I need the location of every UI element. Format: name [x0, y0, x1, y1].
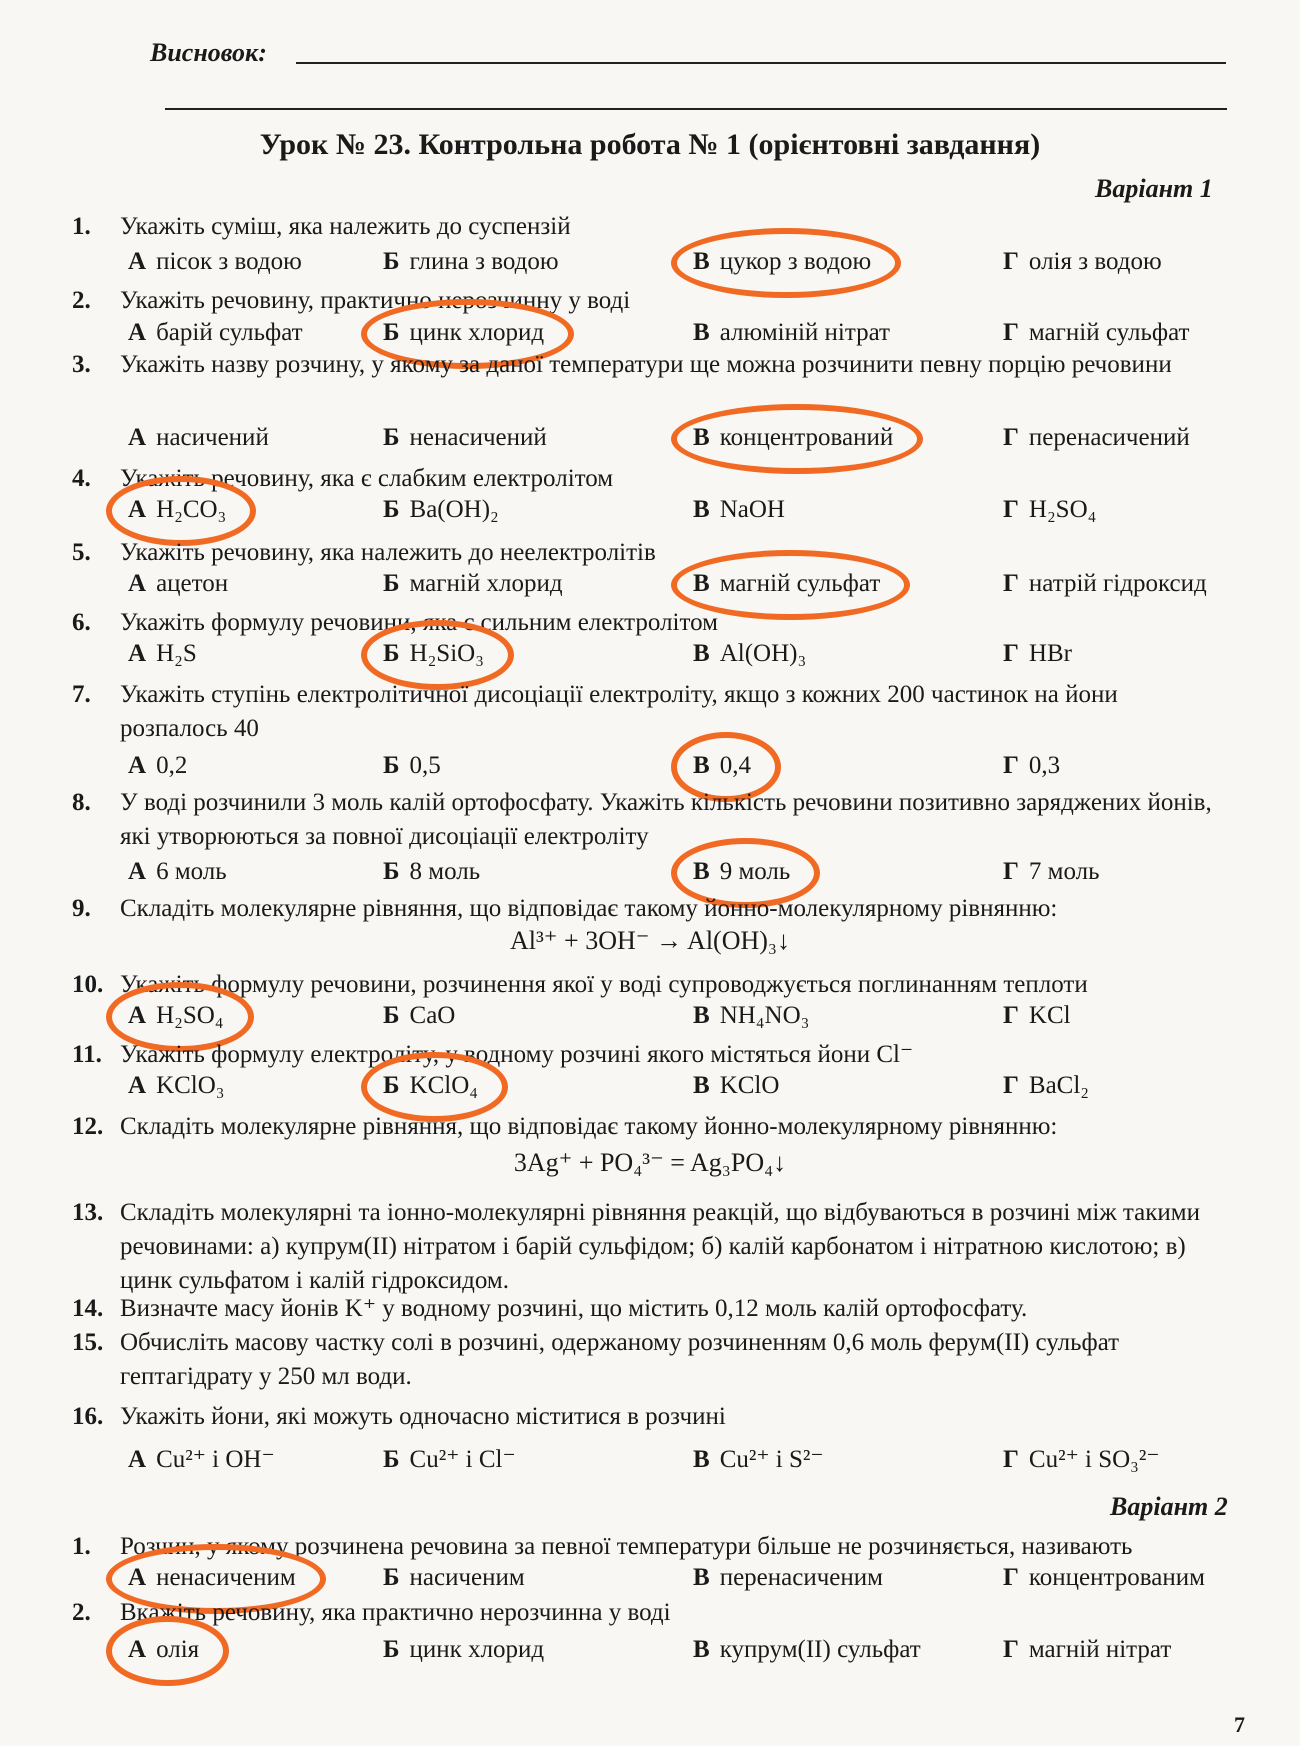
option-letter: Б: [383, 1002, 400, 1029]
v1-option[interactable]: [693, 570, 880, 598]
v1-question-text: Укажіть йони, які можуть одночасно міститися в розчині: [120, 1403, 726, 1430]
option-text: 8 моль: [409, 858, 481, 885]
v2-question-text: Вкажіть речовину, яка практично нерозчинна у воді: [120, 1599, 671, 1626]
v1-question-text: Складіть молекулярні та іонно-молекулярні рівняння реакцій, що відбуваються в розчині між такими речовинами: а) купрум(II) нітратом і барій сульфідом; б) калій карбонатом і нітратною кислотою; в) цинк сульфатом і калій гідроксидом.: [120, 1199, 1200, 1294]
v1-question-text: Укажіть формулу речовини, розчинення якої у воді супроводжується поглинанням теплоти: [120, 971, 1088, 998]
option-letter: А: [128, 496, 147, 523]
v1-question-text: Укажіть формулу електроліту, у водному розчині якого містяться йони Cl⁻: [120, 1041, 914, 1068]
option-text: насичений: [156, 424, 269, 451]
v1-question-number: 13.: [72, 1199, 104, 1226]
option-text: 0,2: [156, 752, 188, 779]
option-letter: Б: [383, 1072, 400, 1099]
v2-question-text: Розчин, у якому розчинена речовина за певної температури більше не розчиняється, називають: [120, 1533, 1133, 1560]
v1-option[interactable]: [1003, 1072, 1089, 1100]
option-letter: В: [693, 1002, 710, 1029]
option-text: H₂S: [156, 640, 197, 667]
option-text: NH₄NO₃: [719, 1002, 810, 1029]
option-letter: В: [693, 752, 710, 779]
option-text: Cu²⁺ і OH⁻: [156, 1446, 275, 1473]
option-text: алюміній нітрат: [719, 319, 890, 346]
option-text: KClO₃: [156, 1072, 225, 1099]
v2-option[interactable]: [1003, 1636, 1171, 1664]
option-letter: Б: [383, 1636, 400, 1663]
v1-question-number: 11.: [72, 1041, 102, 1068]
v1-option[interactable]: [383, 1444, 516, 1474]
option-letter: Г: [1003, 248, 1019, 275]
v1-option[interactable]: [383, 248, 559, 276]
v1-option[interactable]: [383, 1072, 478, 1100]
v1-option[interactable]: [128, 319, 303, 347]
v1-question-number: 6.: [72, 609, 91, 636]
option-letter: А: [128, 424, 147, 451]
option-letter: В: [693, 570, 710, 597]
option-text: KClO: [719, 1072, 780, 1099]
option-text: BaCl₂: [1028, 1072, 1090, 1099]
option-text: Ba(OH)₂: [409, 496, 499, 523]
option-text: глина з водою: [409, 248, 559, 275]
option-letter: Г: [1003, 496, 1019, 523]
v1-option[interactable]: [383, 752, 441, 780]
v1-option[interactable]: [128, 248, 302, 276]
v1-option[interactable]: [693, 752, 751, 780]
option-letter: Б: [383, 248, 400, 275]
option-letter: А: [128, 752, 147, 779]
v1-option[interactable]: [1003, 1444, 1160, 1474]
option-letter: В: [693, 319, 710, 346]
option-text: Cu²⁺ і SO₃²⁻: [1028, 1446, 1160, 1473]
option-text: Cu²⁺ і Cl⁻: [409, 1446, 516, 1473]
option-text: купрум(II) сульфат: [719, 1636, 921, 1663]
option-text: цинк хлорид: [409, 319, 545, 346]
v1-question-text: Складіть молекулярне рівняння, що відповідає такому йонно-молекулярному рівнянню:: [120, 895, 1058, 922]
v1-option[interactable]: [128, 496, 226, 524]
lesson-title: Урок № 23. Контрольна робота № 1 (орієнтовні завдання): [259, 128, 1041, 161]
v1-question-number: 9.: [72, 895, 91, 922]
option-letter: В: [693, 640, 710, 667]
option-text: перенасиченим: [719, 1564, 883, 1591]
option-text: магній сульфат: [1028, 319, 1190, 346]
option-letter: В: [693, 1564, 710, 1591]
option-letter: А: [128, 319, 147, 346]
option-text: ненасиченим: [156, 1564, 296, 1591]
option-letter: Г: [1003, 752, 1019, 779]
option-text: CaO: [409, 1002, 456, 1029]
v1-option[interactable]: [128, 1444, 275, 1474]
v2-question-number: 2.: [72, 1599, 91, 1626]
option-letter: Г: [1003, 570, 1019, 597]
option-letter: Г: [1003, 858, 1019, 885]
v1-question-text: Укажіть речовину, практично нерозчинну у воді: [120, 287, 631, 314]
option-text: натрій гідроксид: [1028, 570, 1207, 597]
v1-option[interactable]: [383, 496, 499, 524]
v2-option[interactable]: [693, 1564, 883, 1592]
v1-option[interactable]: [693, 858, 790, 886]
v1-option[interactable]: [383, 424, 547, 452]
v1-question-text: Складіть молекулярне рівняння, що відповідає такому йонно-молекулярному рівнянню:: [120, 1113, 1058, 1140]
option-letter: Б: [383, 496, 400, 523]
option-letter: А: [128, 858, 147, 885]
v1-option[interactable]: [128, 640, 197, 668]
option-letter: А: [128, 1072, 147, 1099]
option-text: 7 моль: [1028, 858, 1100, 885]
option-letter: В: [693, 858, 710, 885]
option-text: 9 моль: [719, 858, 791, 885]
option-text: H₂SO₄: [156, 1002, 224, 1029]
option-text: H₂SO₄: [1028, 496, 1097, 523]
option-text: ненасичений: [409, 424, 547, 451]
v1-option[interactable]: [693, 1072, 779, 1100]
option-letter: Г: [1003, 1072, 1019, 1099]
option-text: 6 моль: [156, 858, 227, 885]
v1-equation: 3Ag⁺ + PO₄³⁻ = Ag₃PO₄↓: [513, 1148, 787, 1177]
option-letter: А: [128, 570, 147, 597]
option-letter: Б: [383, 570, 400, 597]
option-letter: В: [693, 496, 710, 523]
option-letter: Г: [1003, 1636, 1019, 1663]
option-text: перенасичений: [1028, 424, 1190, 451]
v1-option[interactable]: [1003, 1002, 1071, 1030]
v1-question-text: Визначте масу йонів K⁺ у водному розчині, що містить 0,12 моль калій ортофосфату.: [120, 1295, 1028, 1322]
option-letter: Г: [1003, 319, 1019, 346]
option-text: 0,3: [1028, 752, 1061, 779]
option-letter: Г: [1003, 1446, 1019, 1473]
v1-option[interactable]: [128, 1072, 225, 1100]
option-text: H₂SiO₃: [409, 640, 484, 667]
v1-option[interactable]: [1003, 858, 1100, 886]
option-letter: А: [128, 1002, 147, 1029]
v1-option[interactable]: [693, 424, 893, 452]
variant-1-label: Варіант 1: [1095, 174, 1213, 203]
option-text: пісок з водою: [156, 248, 302, 275]
option-text: Al(OH)₃: [719, 640, 807, 667]
option-letter: В: [693, 424, 710, 451]
option-letter: А: [128, 248, 147, 275]
v1-option[interactable]: [693, 1444, 824, 1474]
option-letter: Б: [383, 640, 400, 667]
v1-option[interactable]: [383, 640, 484, 668]
v1-question-number: 4.: [72, 465, 91, 492]
v1-question-number: 5.: [72, 539, 91, 566]
v1-option[interactable]: [693, 319, 890, 347]
v1-option[interactable]: [383, 570, 563, 598]
option-letter: А: [128, 1564, 147, 1591]
option-text: концентрований: [719, 424, 894, 451]
v1-question-text: Обчисліть масову частку солі в розчині, одержаному розчиненням 0,6 моль ферум(II) сульфат гептагідрату у 250 мл води.: [120, 1329, 1120, 1390]
v1-question-number: 12.: [72, 1113, 104, 1140]
v1-option[interactable]: [128, 424, 269, 452]
option-text: цинк хлорид: [409, 1636, 545, 1663]
option-text: барій сульфат: [156, 319, 303, 346]
option-letter: Б: [383, 1564, 400, 1591]
v1-question-number: 2.: [72, 287, 91, 314]
option-letter: В: [693, 1636, 710, 1663]
v1-option[interactable]: [1003, 319, 1189, 347]
conclusion-label: Висновок:: [150, 38, 267, 67]
option-letter: А: [128, 1446, 147, 1473]
v1-question-number: 16.: [72, 1403, 104, 1430]
v2-option[interactable]: [128, 1564, 296, 1592]
option-letter: Б: [383, 752, 400, 779]
v1-option[interactable]: [693, 640, 806, 668]
v1-question-text: Укажіть назву розчину, у якому за даної температури ще можна розчинити певну порцію речовини: [120, 351, 1172, 378]
option-letter: Б: [383, 858, 400, 885]
v1-question-text: У воді розчинили 3 моль калій ортофосфату. Укажіть кількість речовини позитивно заряджених йонів, які утворюються за повної дисоціації електроліту: [120, 789, 1212, 850]
v1-question-text: Укажіть ступінь електролітичної дисоціації електроліту, якщо з кожних 200 частинок на йони розпалось 40: [120, 681, 1118, 742]
option-text: H₂CO₃: [156, 496, 227, 523]
option-text: ацетон: [156, 570, 229, 597]
option-text: насиченим: [409, 1564, 525, 1591]
v1-option[interactable]: [1003, 496, 1096, 524]
option-text: KCl: [1028, 1002, 1071, 1029]
option-letter: Б: [383, 424, 400, 451]
v1-option[interactable]: [1003, 570, 1207, 598]
option-text: магній хлорид: [409, 570, 563, 597]
v1-question-text: Укажіть речовину, яка належить до неелектролітів: [120, 539, 656, 566]
v1-option[interactable]: [693, 1002, 809, 1030]
option-letter: Г: [1003, 640, 1019, 667]
v1-question-text: Укажіть речовину, яка є слабким електролітом: [120, 465, 614, 492]
v1-option[interactable]: [383, 319, 544, 347]
variant-2-label: Варіант 2: [1110, 1492, 1228, 1521]
v1-option[interactable]: [128, 752, 187, 780]
v1-question-number: 8.: [72, 789, 91, 816]
v1-question-text: Укажіть формулу речовини, яка є сильним електролітом: [120, 609, 718, 636]
option-letter: А: [128, 1636, 147, 1663]
option-text: HBr: [1028, 640, 1072, 667]
page-number: 7: [1234, 1712, 1245, 1737]
option-letter: В: [693, 1446, 710, 1473]
v1-option[interactable]: [1003, 248, 1162, 276]
v1-question-number: 14.: [72, 1295, 104, 1322]
v1-question-number: 7.: [72, 681, 91, 708]
v1-question-text: Укажіть суміш, яка належить до суспензій: [120, 213, 571, 240]
option-text: олія з водою: [1028, 248, 1162, 275]
conclusion-line-2: [165, 108, 1227, 110]
v1-question-number: 10.: [72, 971, 104, 998]
v2-option[interactable]: [128, 1636, 199, 1664]
v1-option[interactable]: [693, 496, 785, 524]
v1-option[interactable]: [1003, 640, 1072, 668]
option-letter: В: [693, 1072, 710, 1099]
option-text: 0,5: [409, 752, 441, 779]
option-text: Cu²⁺ і S²⁻: [719, 1446, 824, 1473]
v1-option[interactable]: [128, 570, 228, 598]
v1-question-number: 1.: [72, 213, 91, 240]
v1-equation: Al³⁺ + 3OH⁻ → Al(OH)₃↓: [510, 926, 790, 955]
conclusion-line-1: [296, 62, 1226, 64]
v2-option[interactable]: [383, 1636, 544, 1664]
option-letter: Б: [383, 1446, 400, 1473]
v1-option[interactable]: [128, 858, 227, 886]
v1-question-number: 3.: [72, 351, 91, 378]
option-letter: Г: [1003, 424, 1019, 451]
v1-option[interactable]: [1003, 424, 1190, 452]
v2-option[interactable]: [383, 1564, 525, 1592]
v1-option[interactable]: [383, 1002, 455, 1030]
v1-option[interactable]: [383, 858, 480, 886]
option-letter: В: [693, 248, 710, 275]
option-text: KClO₄: [409, 1072, 478, 1099]
option-text: цукор з водою: [719, 248, 872, 275]
v1-option[interactable]: [693, 248, 871, 276]
v1-question-number: 15.: [72, 1329, 104, 1356]
option-letter: Г: [1003, 1564, 1019, 1591]
v2-option[interactable]: [1003, 1564, 1205, 1592]
option-text: 0,4: [719, 752, 751, 779]
option-text: NaOH: [719, 496, 785, 523]
v1-option[interactable]: [1003, 752, 1060, 780]
option-letter: Г: [1003, 1002, 1019, 1029]
option-letter: Б: [383, 319, 400, 346]
option-text: магній сульфат: [719, 570, 881, 597]
v2-option[interactable]: [693, 1636, 921, 1664]
option-letter: А: [128, 640, 147, 667]
option-text: олія: [156, 1636, 200, 1663]
v1-option[interactable]: [128, 1002, 224, 1030]
option-text: магній нітрат: [1028, 1636, 1172, 1663]
v2-question-number: 1.: [72, 1533, 91, 1560]
option-text: концентрованим: [1028, 1564, 1205, 1591]
